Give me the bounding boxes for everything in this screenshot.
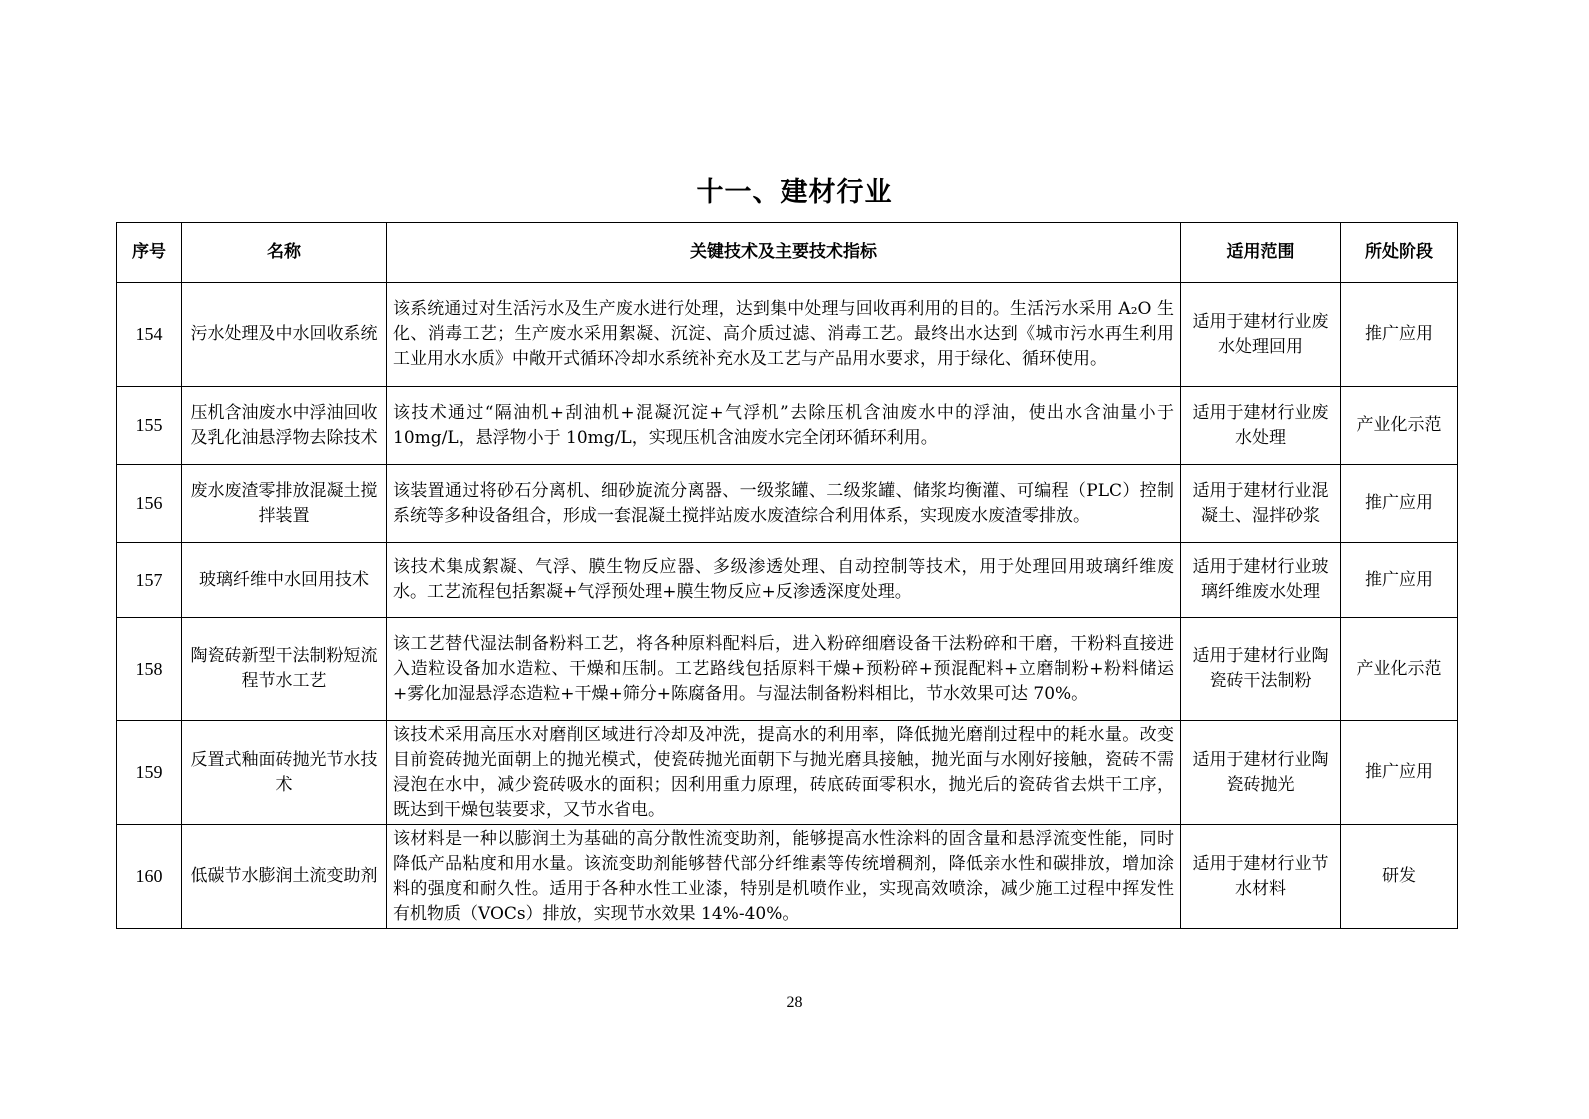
table-row (117, 387, 1458, 465)
table-row (117, 543, 1458, 618)
row-name: 压机含油废水中浮油回收及乳化油悬浮物去除技术 (182, 387, 387, 465)
row-name: 陶瓷砖新型干法制粉短流程节水工艺 (182, 618, 387, 721)
page-number: 28 (786, 994, 803, 1011)
table-row (117, 618, 1458, 721)
row-name: 反置式釉面砖抛光节水技术 (182, 721, 387, 825)
row-stage: 推广应用 (1341, 283, 1458, 387)
row-desc: 该装置通过将砂石分离机、细砂旋流分离器、一级浆罐、二级浆罐、储浆均衡灌、可编程（PLC）控制系统等多种设备组合，形成一套混凝土搅拌站废水废渣综合利用体系，实现废水废渣零排放。 (387, 465, 1181, 543)
page-title: 十一、建材行业 (696, 177, 893, 208)
row-scope: 适用于建材行业节水材料 (1181, 825, 1341, 929)
row-stage: 推广应用 (1341, 721, 1458, 825)
row-seq: 158 (117, 618, 182, 721)
row-name: 低碳节水膨润土流变助剂 (182, 825, 387, 929)
table-header-row (117, 223, 1458, 283)
technology-table (116, 222, 1458, 929)
row-name: 污水处理及中水回收系统 (182, 283, 387, 387)
row-scope: 适用于建材行业废水处理回用 (1181, 283, 1341, 387)
row-desc: 该工艺替代湿法制备粉料工艺，将各种原料配料后，进入粉碎细磨设备干法粉碎和干磨，干粉料直接进入造粒设备加水造粒、干燥和压制。工艺路线包括原料干燥+预粉碎+预混配料+立磨制粉+粉料储运+雾化加湿悬浮态造粒+干燥+筛分+陈腐备用。与湿法制备粉料相比，节水效果可达 70%。 (387, 618, 1181, 721)
header-scope: 适用范围 (1181, 223, 1341, 283)
row-desc: 该材料是一种以膨润土为基础的高分散性流变助剂，能够提高水性涂料的固含量和悬浮流变性能，同时降低产品粘度和用水量。该流变助剂能够替代部分纤维素等传统增稠剂，降低亲水性和碳排放，增加涂料的强度和耐久性。适用于各种水性工业漆，特别是机喷作业，实现高效喷涂，减少施工过程中挥发性有机物质（VOCs）排放，实现节水效果 14%-40%。 (387, 825, 1181, 929)
row-seq: 154 (117, 283, 182, 387)
row-scope: 适用于建材行业废水处理 (1181, 387, 1341, 465)
table-row (117, 465, 1458, 543)
row-desc: 该系统通过对生活污水及生产废水进行处理，达到集中处理与回收再利用的目的。生活污水采用 A₂O 生化、消毒工艺；生产废水采用絮凝、沉淀、高介质过滤、消毒工艺。最终出水达到《城市污水再生利用工业用水水质》中敞开式循环冷却水系统补充水及工艺与产品用水要求，用于绿化、循环使用。 (387, 283, 1181, 387)
table-row (117, 825, 1458, 929)
row-stage: 推广应用 (1341, 465, 1458, 543)
row-seq: 156 (117, 465, 182, 543)
row-desc: 该技术采用高压水对磨削区域进行冷却及冲洗，提高水的利用率，降低抛光磨削过程中的耗水量。改变目前瓷砖抛光面朝上的抛光模式，使瓷砖抛光面朝下与抛光磨具接触，抛光面与水刚好接触，瓷砖不需浸泡在水中，减少瓷砖吸水的面积；因利用重力原理，砖底砖面零积水，抛光后的瓷砖省去烘干工序，既达到干燥包装要求，又节水省电。 (387, 721, 1181, 825)
row-seq: 155 (117, 387, 182, 465)
row-scope: 适用于建材行业玻璃纤维废水处理 (1181, 543, 1341, 618)
row-desc: 该技术通过“隔油机+刮油机+混凝沉淀+气浮机”去除压机含油废水中的浮油，使出水含油量小于 10mg/L，悬浮物小于 10mg/L，实现压机含油废水完全闭环循环利用。 (387, 387, 1181, 465)
header-key-tech: 关键技术及主要技术指标 (387, 223, 1181, 283)
row-stage: 研发 (1341, 825, 1458, 929)
row-stage: 产业化示范 (1341, 618, 1458, 721)
header-seq: 序号 (117, 223, 182, 283)
row-stage: 产业化示范 (1341, 387, 1458, 465)
header-stage: 所处阶段 (1341, 223, 1458, 283)
row-name: 玻璃纤维中水回用技术 (182, 543, 387, 618)
row-scope: 适用于建材行业混凝土、湿拌砂浆 (1181, 465, 1341, 543)
table-row (117, 721, 1458, 825)
row-scope: 适用于建材行业陶瓷砖干法制粉 (1181, 618, 1341, 721)
header-name: 名称 (182, 223, 387, 283)
row-seq: 159 (117, 721, 182, 825)
table-row (117, 283, 1458, 387)
row-scope: 适用于建材行业陶瓷砖抛光 (1181, 721, 1341, 825)
row-stage: 推广应用 (1341, 543, 1458, 618)
row-desc: 该技术集成絮凝、气浮、膜生物反应器、多级渗透处理、自动控制等技术，用于处理回用玻璃纤维废水。工艺流程包括絮凝+气浮预处理+膜生物反应+反渗透深度处理。 (387, 543, 1181, 618)
row-name: 废水废渣零排放混凝土搅拌装置 (182, 465, 387, 543)
row-seq: 160 (117, 825, 182, 929)
row-seq: 157 (117, 543, 182, 618)
